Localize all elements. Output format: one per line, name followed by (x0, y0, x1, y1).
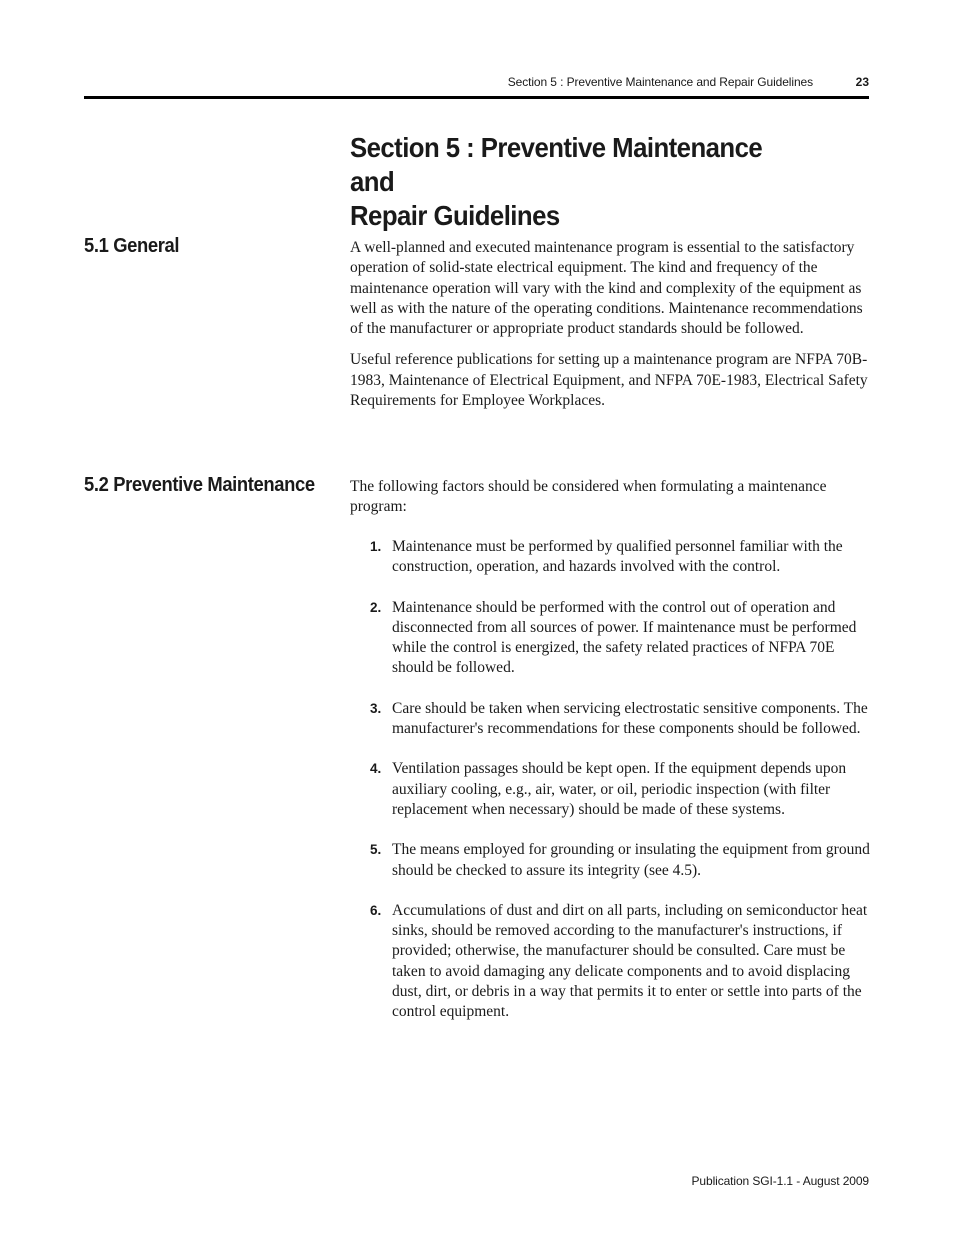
list-item (350, 699, 870, 740)
list-item-text: Maintenance must be performed by qualified personnel familiar with the construction, operation, and hazards involved with the control. (392, 538, 843, 576)
list-item-text: Care should be taken when servicing electrostatic sensitive components. The manufacturer's recommendations for these components should be followed. (392, 699, 868, 738)
page-title-line-2: Repair Guidelines (350, 200, 560, 231)
list-item-number: 1. (370, 539, 382, 554)
list-item-text: Ventilation passages should be kept open. If the equipment depends upon auxiliary cooling, e.g., air, water, or oil, periodic inspection (with filter replacement when necessary) should be made of these systems. (392, 760, 847, 818)
running-header (84, 74, 869, 94)
preventive-intro-paragraph: The following factors should be considered when formulating a maintenance program: (350, 478, 827, 516)
running-header-title: Section 5 : Preventive Maintenance and Repair Guidelines (507, 75, 813, 89)
general-paragraph-1: A well-planned and executed maintenance program is essential to the satisfactory operation of solid-state electrical equipment. The kind and frequency of the maintenance operation will vary with the kind and complexity of the equipment as well as with the nature of the operating conditions. Maintenance recommendations of the manufacturer or appropriate product standards should be followed. (350, 239, 863, 338)
page-number: 23 (855, 75, 869, 89)
section-heading-preventive-maintenance: 5.2 Preventive Maintenance (84, 474, 315, 496)
list-item-text: The means employed for grounding or insulating the equipment from ground should be checked to assure its integrity (see 4.5). (392, 841, 870, 879)
page-title (350, 131, 810, 233)
list-item (350, 598, 870, 679)
list-item-text: Accumulations of dust and dirt on all parts, including on semiconductor heat sinks, should be removed according to the manufacturer's instructions, if provided; otherwise, the manufacturer should be consulted. Care must be taken to avoid damaging any delicate components and to avoid displacing dust, dirt, or debris in a way that permits it to enter or settle into parts of the control equipment. (392, 901, 868, 1021)
preventive-intro (350, 477, 870, 518)
page-title-line-1: Section 5 : Preventive Maintenance and (350, 132, 763, 197)
list-item (350, 840, 870, 881)
list-item-number: 4. (370, 761, 382, 777)
list-item-number: 3. (370, 700, 382, 716)
list-item (350, 759, 870, 820)
list-item-number: 2. (370, 599, 382, 615)
list-item-text: Maintenance should be performed with the control out of operation and disconnected from all sources of power. If maintenance must be performed while the control is energized, the safety related practices of NFPA 70E should be followed. (392, 598, 857, 677)
maintenance-factors-list (350, 537, 870, 1043)
list-item-number: 5. (370, 842, 382, 858)
list-item (350, 901, 870, 1023)
header-divider (84, 96, 869, 99)
section-body-general (350, 238, 870, 411)
general-paragraph-2: Useful reference publications for setting up a maintenance program are NFPA 70B-1983, Maintenance of Electrical Equipment, and NFPA 70E-1983, Electrical Safety Requirements for Employee Workplaces. (350, 351, 868, 410)
list-item-number: 6. (370, 902, 382, 918)
section-heading-general: 5.1 General (84, 235, 180, 257)
list-item (350, 537, 870, 578)
publication-footer: Publication SGI-1.1 - August 2009 (691, 1174, 869, 1188)
